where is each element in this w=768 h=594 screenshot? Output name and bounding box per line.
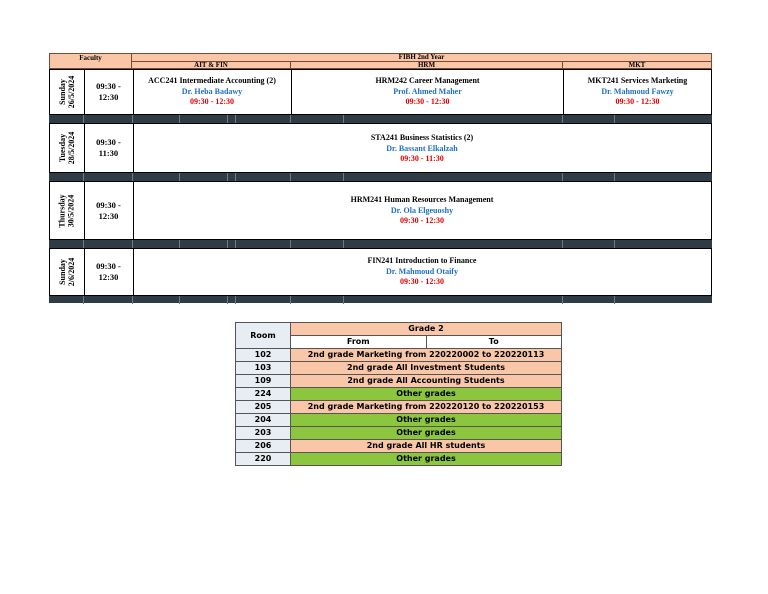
exam-time-range: 09:30 - 12:30	[190, 97, 234, 106]
room-number: 220	[236, 453, 291, 466]
room-number: 204	[236, 414, 291, 427]
doctor-name: Dr. Ola Elgeuoshy	[390, 205, 454, 215]
room-row	[236, 388, 562, 401]
room-assignment: 2nd grade All Accounting Students	[291, 375, 562, 388]
exam-date: Sunday 26/5/2024	[50, 70, 85, 114]
column-header-hrm: HRM	[290, 61, 563, 69]
doctor-name: Dr. Mahmoud Otaify	[386, 266, 458, 276]
doctor-name: Dr. Bassant Elkalzah	[386, 143, 458, 153]
exam-cell-merged	[133, 249, 711, 302]
room-row	[236, 362, 562, 375]
doctor-name: Dr. Mahmoud Fawzy	[601, 86, 674, 96]
room-number: 102	[236, 349, 291, 362]
row-divider	[49, 173, 712, 181]
grade-header: Grade 2	[291, 323, 562, 336]
room-assignment: 2nd grade All Investment Students	[291, 362, 562, 375]
room-row	[236, 427, 562, 440]
exam-row	[49, 69, 712, 115]
room-row	[236, 453, 562, 466]
program-header: FIBH 2nd Year	[131, 53, 712, 62]
exam-schedule-table	[49, 53, 712, 303]
room-header: Room	[236, 323, 291, 349]
exam-time-range: 09:30 - 12:30	[400, 277, 444, 286]
course-name: MKT241 Services Marketing	[587, 76, 688, 85]
exam-cell-ait-fin	[133, 70, 291, 120]
room-assignment: 2nd grade Marketing from 220220120 to 220220153	[291, 401, 562, 414]
course-name: STA241 Business Statistics (2)	[370, 133, 474, 142]
exam-date: Tuesday 28/5/2024	[50, 124, 85, 172]
doctor-name: Prof. Ahmed Maher	[393, 86, 462, 96]
room-number: 206	[236, 440, 291, 453]
exam-time-range: 09:30 - 12:30	[405, 97, 450, 106]
course-name: FIN241 Introduction to Finance	[367, 256, 477, 265]
room-assignment: 2nd grade Marketing from 220220002 to 220220113	[291, 349, 562, 362]
doctor-name: Dr. Heba Badawy	[181, 86, 243, 96]
exam-time: 09:30 - 12:30	[84, 182, 134, 239]
exam-row	[49, 123, 712, 173]
from-header: From	[291, 336, 427, 349]
course-name: HRM241 Human Resources Management	[350, 195, 494, 204]
exam-cell-hrm	[292, 70, 563, 120]
exam-time-range: 09:30 - 12:30	[400, 216, 444, 225]
row-divider	[49, 296, 712, 303]
room-allocation-table	[235, 322, 562, 466]
room-assignment: Other grades	[291, 414, 562, 427]
exam-time: 09:30 - 12:30	[84, 70, 134, 114]
room-number: 205	[236, 401, 291, 414]
row-divider	[49, 115, 712, 123]
to-header: To	[426, 336, 562, 349]
room-number: 109	[236, 375, 291, 388]
exam-time-range: 09:30 - 11:30	[400, 154, 444, 163]
row-divider	[49, 240, 712, 248]
room-row	[236, 375, 562, 388]
room-assignment: 2nd grade All HR students	[291, 440, 562, 453]
course-name: HRM242 Career Management	[375, 76, 480, 85]
room-row	[236, 440, 562, 453]
course-name: ACC241 Intermediate Accounting (2)	[148, 76, 276, 85]
column-header-ait-fin: AIT & FIN	[131, 61, 291, 69]
room-assignment: Other grades	[291, 388, 562, 401]
exam-time: 09:30 - 11:30	[84, 124, 134, 172]
room-row	[236, 414, 562, 427]
room-row	[236, 349, 562, 362]
room-row	[236, 401, 562, 414]
room-number: 103	[236, 362, 291, 375]
room-assignment: Other grades	[291, 427, 562, 440]
exam-date: Sunday 2/6/2024	[50, 249, 85, 295]
room-number: 203	[236, 427, 291, 440]
exam-date: Thursday 30/5/2024	[50, 182, 85, 239]
exam-cell-mkt	[564, 70, 711, 120]
room-assignment: Other grades	[291, 453, 562, 466]
room-number: 224	[236, 388, 291, 401]
exam-time: 09:30 - 12:30	[84, 249, 134, 295]
column-header-mkt: MKT	[562, 61, 712, 69]
exam-row	[49, 248, 712, 296]
exam-time-range: 09:30 - 12:30	[615, 97, 660, 106]
exam-row	[49, 181, 712, 240]
faculty-header: Faculty	[49, 53, 132, 69]
